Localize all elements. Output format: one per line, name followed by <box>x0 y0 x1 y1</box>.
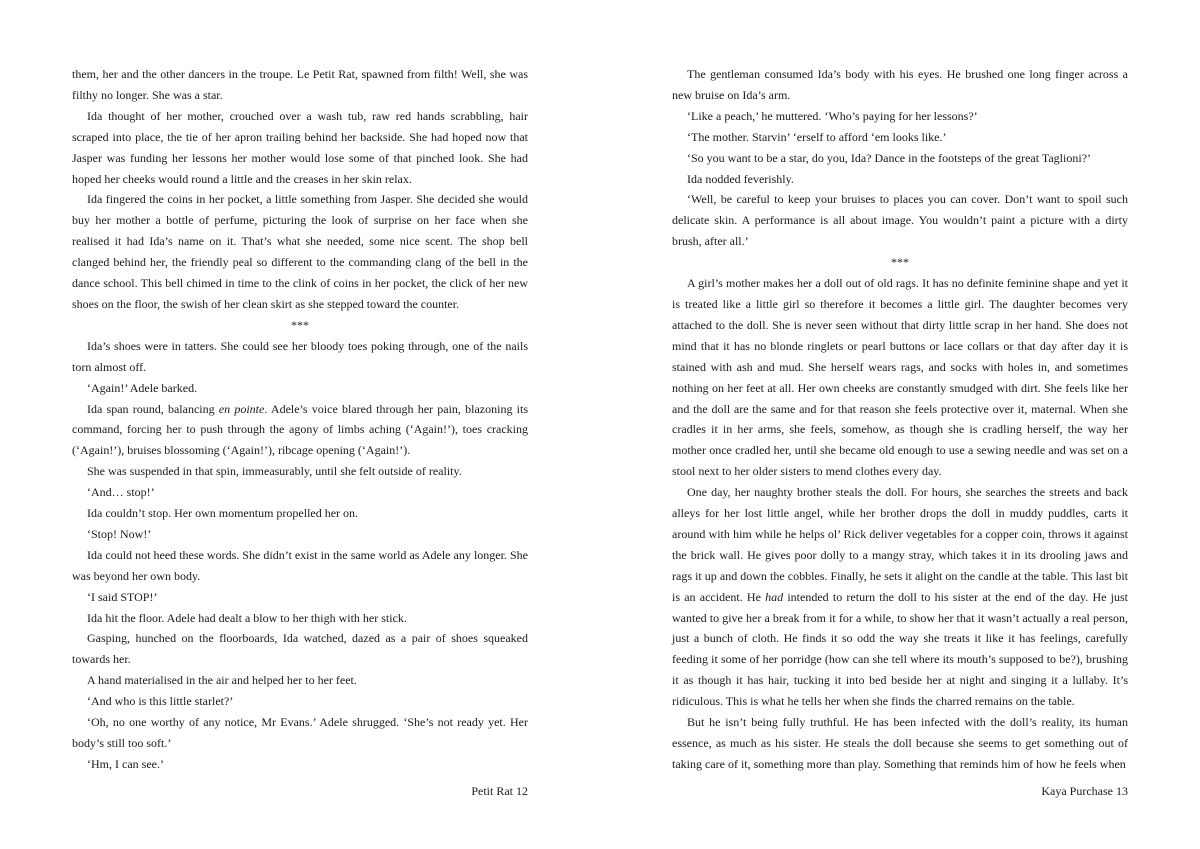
paragraph: ‘So you want to be a star, do you, Ida? Dance in the footsteps of the great Taglioni?’ <box>687 150 1092 165</box>
paragraph <box>72 399 528 462</box>
paragraph: Ida fingered the coins in her pocket, a little something from Jasper. She decided she would buy her mother a bottle of perfume, picturing the look of surprise on her face when she realised it had Ida’s name on it. That’s what she needed, some nice scent. The shop bell clanged behind her, the friendly peal so different to the commanding clang of the bell in the dance school. This bell chimed in time to the clink of coins in her pocket, the click of her new shoes on the floor, the swish of her clean skirt as she stepped toward the counter. <box>72 192 528 311</box>
section-separator: *** <box>891 255 909 270</box>
paragraph: The gentleman consumed Ida’s body with his eyes. He brushed one long finger across a new bruise on Ida’s arm. <box>672 67 1128 102</box>
text-run: intended to return the doll to his sister at the end of the day. He just wanted to give her a break from it for a while, to show her that it wasn’t actually a real person, just a bunch of cloth. He finds it so odd the way she treats it like it has feelings, carefully feeding it some of her porridge (how can she tell where its mouth’s supposed to be?), brushing it as though it has hair, tucking it into bed beside her at night and singing it a lullaby. It’s ridiculous. This is what he tells her when she finds the charred remains on the table. <box>672 589 1128 709</box>
right-page <box>672 64 1128 775</box>
paragraph: ‘Oh, no one worthy of any notice, Mr Evans.’ Adele shrugged. ‘She’s not ready yet. Her body’s still too soft.’ <box>72 715 528 750</box>
paragraph: A girl’s mother makes her a doll out of old rags. It has no definite feminine shape and yet it is treated like a little girl so therefore it becomes a little girl. The daughter becomes very attached to the doll. She is never seen without that dirty little scrap in her hand. She does not mind that it has no blonde ringlets or pearl buttons or lace collars or that day after day it is stained with ash and mud. She herself wears rags, and socks with holes in, and sometimes nothing on her feet at all. Her own cheeks are constantly smudged with dirt. She feels like her and the doll are the same and for that reason she feels protective over it, maternal. When she cradles it in her arms, she feels, somehow, as though she is cradling herself, the way her mother once cradled her, until she became old enough to use a sewing needle and was set on a stool next to her older sisters to mend clothes every day. <box>672 276 1128 479</box>
paragraph: ‘The mother. Starvin’ ‘erself to afford ‘em looks like.’ <box>687 129 947 144</box>
paragraph: ‘Hm, I can see.’ <box>87 756 164 771</box>
paragraph: ‘I said STOP!’ <box>87 589 158 604</box>
text-run: . Adele’s voice blared through her pain, blazoning its command, forcing her to push through the agony of limbs aching (‘Again!’), toes cracking (‘Again!’), bruises blossoming (‘Again!’), ribcage opening (‘Again!’). <box>72 401 528 458</box>
paragraph: A hand materialised in the air and helped her to her feet. <box>87 673 357 688</box>
paragraph: them, her and the other dancers in the troupe. Le Petit Rat, spawned from filth! Well, she was filthy no longer. She was a star. <box>72 67 528 102</box>
paragraph: ‘Stop! Now!’ <box>87 526 152 541</box>
left-page <box>72 64 528 775</box>
left-page-footer: Petit Rat 12 <box>471 784 528 798</box>
right-page-text <box>672 64 1128 775</box>
right-page-footer: Kaya Purchase 13 <box>1041 784 1128 798</box>
italic-text: had <box>765 589 784 604</box>
italic-text: en pointe <box>218 401 265 416</box>
text-run: One day, her naughty brother steals the doll. For hours, she searches the streets and back alleys for her lost little angel, while her brother drops the doll in muddy puddles, carts it around with him while he helps ol’ Rick deliver vegetables for a copper coin, throws it against the brick wall. He gives poor dolly to a mangy stray, which takes it in its drooling jaws and rags it up and down the cobbles. Finally, he sets it alight on the candle at the table. This last bit is an accident. He <box>672 485 1128 604</box>
paragraph: Gasping, hunched on the floorboards, Ida watched, dazed as a pair of shoes squeaked towards her. <box>72 631 528 667</box>
paragraph: ‘Again!’ Adele barked. <box>87 380 198 395</box>
paragraph: She was suspended in that spin, immeasurably, until she felt outside of reality. <box>87 464 462 479</box>
left-page-text <box>72 64 528 775</box>
section-separator: *** <box>291 317 309 332</box>
paragraph: Ida hit the floor. Adele had dealt a blow to her thigh with her stick. <box>87 610 407 625</box>
paragraph: But he isn’t being fully truthful. He has been infected with the doll’s reality, its human essence, as much as his sister. He steals the doll because she seems to get something out of taking care of it, something more than play. Something that reminds him of how he feels when <box>672 715 1128 771</box>
text-run: Ida span round, balancing <box>87 401 219 416</box>
paragraph: Ida’s shoes were in tatters. She could see her bloody toes poking through, one of the nails torn almost off. <box>72 338 528 374</box>
paragraph: ‘Well, be careful to keep your bruises to places you can cover. Don’t want to spoil such delicate skin. A performance is all about image. You wouldn’t paint a picture with a dirty brush, after all.’ <box>672 192 1128 249</box>
paragraph: ‘And… stop!’ <box>87 485 155 500</box>
paragraph: ‘Like a peach,’ he muttered. ‘Who’s paying for her lessons?’ <box>687 108 978 123</box>
paragraph <box>672 482 1128 712</box>
paragraph: Ida could not heed these words. She didn’t exist in the same world as Adele any longer. She was beyond her own body. <box>72 547 528 583</box>
paragraph: Ida thought of her mother, crouched over a wash tub, raw red hands scrabbling, hair scraped into place, the tie of her apron trailing behind her backside. She had hoped now that Jasper was funding her lessons her mother would lose some of that pinched look. She had hoped her cheeks would round a little and the creases in her skin relax. <box>72 108 528 186</box>
paragraph: ‘And who is this little starlet?’ <box>87 694 234 709</box>
paragraph: Ida nodded feverishly. <box>687 171 794 186</box>
paragraph: Ida couldn’t stop. Her own momentum propelled her on. <box>87 506 359 521</box>
